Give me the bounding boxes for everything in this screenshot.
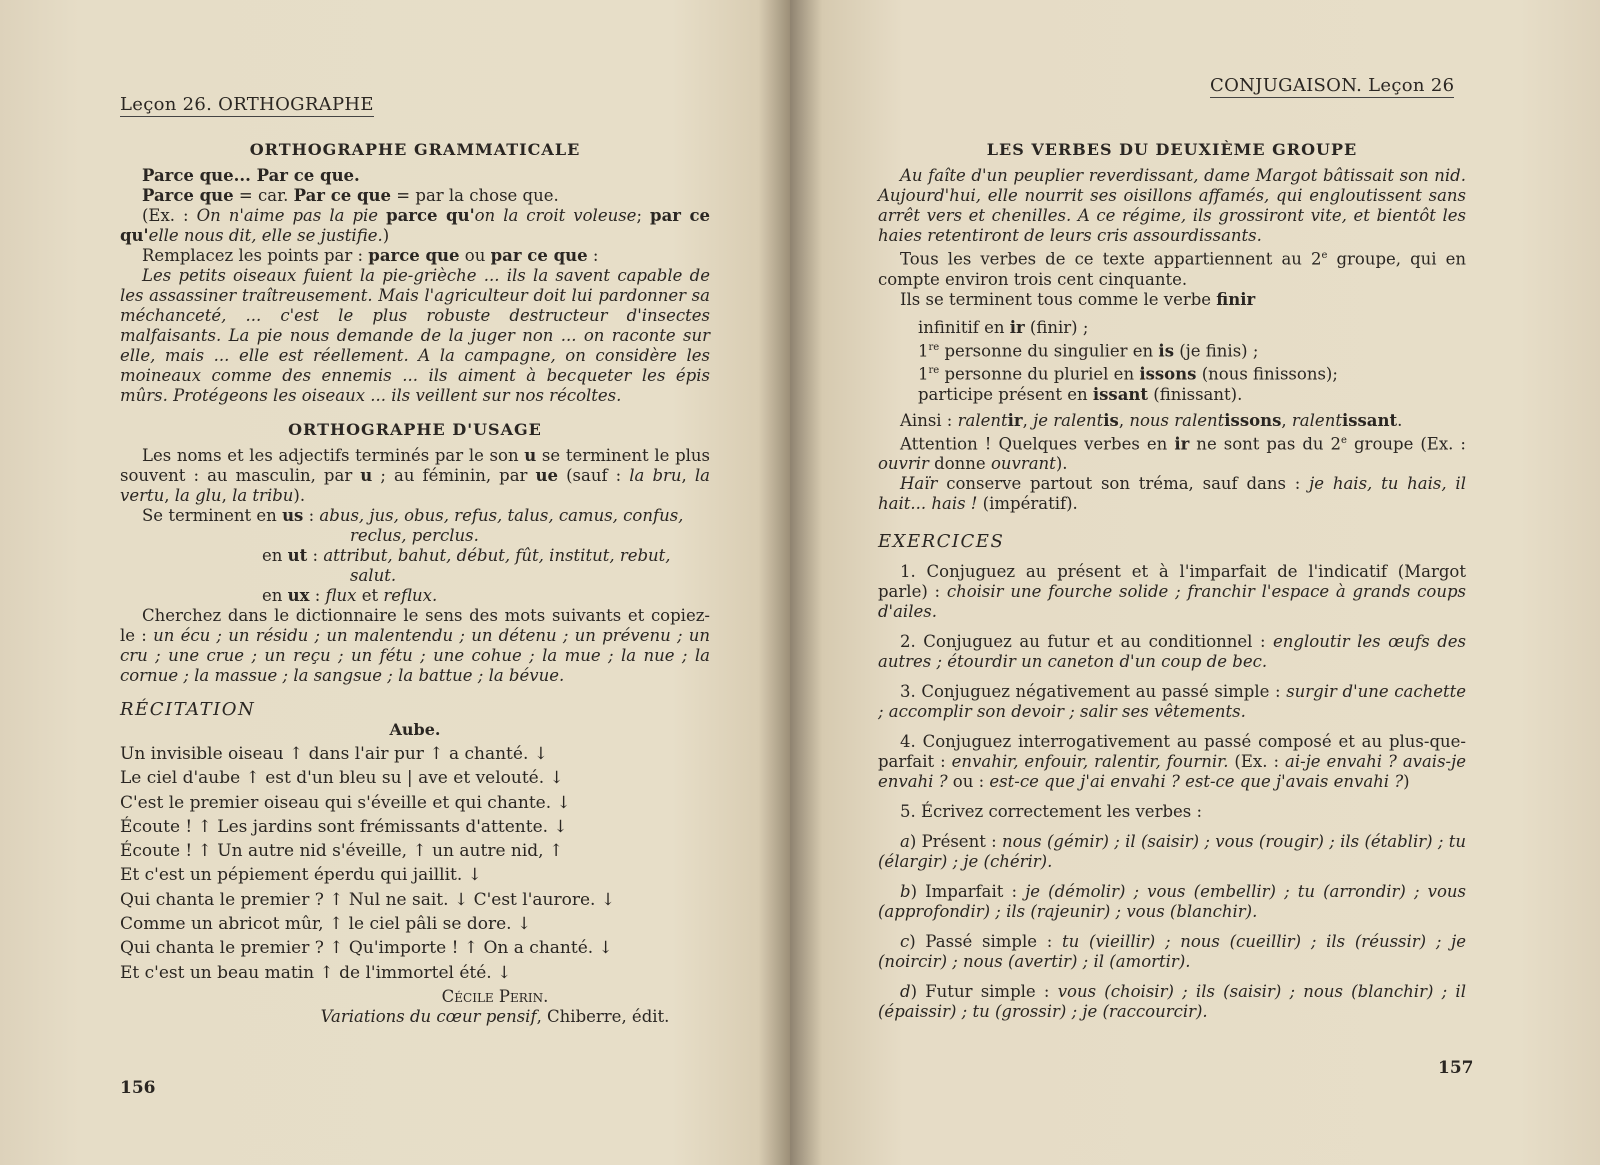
running-head-rule bbox=[1210, 97, 1454, 98]
bold-text: ir bbox=[1009, 317, 1025, 337]
poem-line: Et c'est un beau matin ↑ de l'immortel été. ↓ bbox=[120, 962, 512, 983]
page-number: 156 bbox=[120, 1078, 156, 1098]
superscript: e bbox=[1321, 250, 1328, 261]
text: donne bbox=[928, 454, 991, 473]
italic-text: choisir une fourche solide ; franchir l'espace à grands coups d'ailes. bbox=[878, 582, 1466, 621]
italic-text: vous (choisir) ; ils (saisir) ; nous (blanchir) ; il (épaissir) ; tu (grossir) ; je (raccourcir). bbox=[878, 982, 1466, 1021]
italic-text: ouvrant bbox=[990, 454, 1056, 473]
paragraph bbox=[120, 606, 710, 686]
poem-line: Un invisible oiseau ↑ dans l'air pur ↑ a chanté. ↓ bbox=[120, 744, 548, 764]
paragraph bbox=[878, 431, 1466, 475]
italic-text: salut. bbox=[350, 566, 397, 585]
text: groupe (Ex. : bbox=[1346, 434, 1466, 453]
section-body bbox=[120, 166, 710, 406]
bold-text: issons bbox=[1139, 364, 1197, 384]
text: en bbox=[262, 546, 288, 565]
text: ou : bbox=[947, 772, 990, 791]
text: groupe, qui en compte environ trois cent cinquante. bbox=[878, 249, 1466, 289]
poem-line: Le ciel d'aube ↑ est d'un bleu su | ave et velouté. ↓ bbox=[120, 768, 564, 789]
paragraph bbox=[120, 206, 710, 246]
text: , bbox=[164, 486, 175, 505]
section-body bbox=[878, 166, 1466, 514]
text: Les noms et les adjectifs terminés par le son bbox=[142, 446, 525, 465]
paragraph bbox=[878, 290, 1466, 310]
text: . bbox=[1397, 410, 1403, 430]
source-publisher: , Chiberre, édit. bbox=[536, 1006, 670, 1026]
paragraph bbox=[878, 802, 1466, 822]
page-number: 157 bbox=[1438, 1058, 1474, 1078]
paragraph bbox=[120, 506, 710, 526]
running-head-text: CONJUGAISON. Leçon 26 bbox=[1210, 75, 1455, 96]
superscript: re bbox=[928, 365, 940, 376]
text: ). bbox=[1055, 454, 1068, 473]
paragraph bbox=[878, 732, 1466, 792]
bold-text: par ce qu' bbox=[120, 206, 711, 245]
left-column bbox=[120, 140, 710, 1027]
italic-text: On n'aime pas la pie bbox=[196, 206, 387, 225]
text: (sauf : bbox=[558, 466, 630, 485]
italic-text: la vertu bbox=[120, 466, 710, 505]
paragraph bbox=[878, 932, 1466, 972]
bold-text: parce qu' bbox=[386, 206, 475, 225]
superscript: e bbox=[1341, 434, 1347, 446]
italic-text: je hais, tu hais, il hait... hais ! bbox=[878, 474, 1466, 513]
paragraph bbox=[878, 338, 1466, 362]
italic-text: a bbox=[900, 832, 910, 851]
italic-text: reflux. bbox=[383, 586, 438, 605]
italic-text: la glu bbox=[174, 486, 222, 505]
section-heading: EXERCICES bbox=[878, 531, 1005, 552]
italic-text: je (démolir) ; vous (embellir) ; tu (arrondir) ; vous (approfondir) ; ils (rajeunir) ; vous (blanchir). bbox=[878, 882, 1466, 921]
italic-text: Les petits oiseaux fuient la pie-grièche ... ils la savent capable de les assassiner traîtreusement. Mais l'agriculteur doit lui pardonner sa méchanceté, ... c'est le plus robuste destructeur d'insectes malfaisants. La pie nous demande de la juger non ... on raconte sur elle, mais ... elle est réellement. A la campagne, on considère les moineaux comme des ennemis ... ils aiment à becqueter les épis mûrs. Protégeons les oiseaux ... ils veillent sur nos récoltes. bbox=[120, 266, 710, 405]
italic-text: d bbox=[900, 982, 911, 1001]
paragraph bbox=[878, 632, 1466, 672]
italic-text: c bbox=[900, 932, 910, 951]
italic-text: ouvrir bbox=[878, 454, 929, 473]
text: (je finis) ; bbox=[1173, 341, 1259, 360]
text: conserve partout son tréma, sauf dans : bbox=[937, 474, 1310, 493]
bold-text: ir bbox=[1174, 434, 1190, 453]
poem-line: Et c'est un pépiement éperdu qui jaillit. ↓ bbox=[120, 865, 482, 886]
paragraph bbox=[120, 266, 710, 406]
text: 5. Écrivez correctement les verbes : bbox=[900, 802, 1203, 821]
paragraph bbox=[878, 318, 1466, 338]
running-head-left bbox=[120, 94, 374, 117]
bold-text: is bbox=[1158, 341, 1174, 360]
bold-text: Parce que bbox=[142, 186, 234, 205]
poem-title: Aube. bbox=[389, 720, 441, 739]
text: Ainsi : bbox=[900, 410, 958, 430]
bold-text: ue bbox=[535, 466, 559, 485]
recitation-heading: RÉCITATION bbox=[120, 699, 256, 720]
text: ne sont pas du 2 bbox=[1189, 434, 1342, 453]
paragraph bbox=[878, 562, 1466, 622]
paragraph bbox=[878, 385, 1466, 405]
bold-text: Parce que... Par ce que. bbox=[142, 166, 360, 185]
text: en bbox=[262, 586, 288, 605]
text: ). bbox=[293, 486, 306, 505]
bold-text: issant bbox=[1341, 410, 1398, 430]
poem-author: Cécile Perin. bbox=[441, 986, 549, 1006]
text: Se terminent en bbox=[142, 506, 283, 525]
running-head-right bbox=[1210, 75, 1454, 98]
bold-text: issant bbox=[1092, 384, 1149, 404]
text: : bbox=[303, 506, 320, 525]
poem-line: Écoute ! ↑ Un autre nid s'éveille, ↑ un autre nid, ↑ bbox=[120, 841, 564, 862]
italic-text: abus, jus, obus, refus, talus, camus, confus, bbox=[319, 506, 684, 525]
bold-text: parce que bbox=[368, 246, 460, 265]
paragraph bbox=[878, 246, 1466, 290]
text: ) Futur simple : bbox=[910, 982, 1058, 1001]
paragraph bbox=[120, 566, 710, 586]
right-column bbox=[878, 140, 1466, 1022]
italic-text: flux bbox=[325, 586, 357, 605]
bold-text: finir bbox=[1216, 289, 1256, 309]
text: , bbox=[1022, 410, 1034, 430]
bold-text: ut bbox=[287, 546, 308, 565]
bold-text: Par ce que bbox=[293, 186, 392, 205]
bold-text: ux bbox=[287, 586, 310, 605]
paragraph bbox=[878, 882, 1466, 922]
text: Ils se terminent tous comme le verbe bbox=[900, 289, 1217, 309]
italic-text: je ralent bbox=[1033, 410, 1104, 430]
italic-text: envahir, enfouir, ralentir, fournir. bbox=[951, 752, 1229, 771]
text: et bbox=[356, 586, 384, 605]
paragraph bbox=[120, 586, 710, 606]
bold-text: u bbox=[360, 466, 373, 485]
text: , bbox=[1118, 410, 1130, 430]
text: ) bbox=[382, 226, 390, 245]
text: ; au féminin, par bbox=[372, 466, 536, 485]
text: 4. Conjuguez interrogativement au passé composé et au plus-que-parfait : bbox=[878, 732, 1466, 771]
section-heading: LES VERBES DU DEUXIÈME GROUPE bbox=[986, 140, 1358, 159]
italic-text: la bru bbox=[629, 466, 682, 485]
poem-line: Qui chanta le premier ? ↑ Qu'importe ! ↑ On a chanté. ↓ bbox=[120, 938, 613, 959]
italic-text: un écu ; un résidu ; un malentendu ; un détenu ; un prévenu ; un cru ; une crue ; un reçu ; un fétu ; une cohue ; la mue ; la nue ; la cornue ; la massue ; la sangsue ; la battue ; la bévue. bbox=[120, 626, 710, 685]
italic-text: tu (vieillir) ; nous (cueillir) ; ils (réussir) ; je (noircir) ; nous (avertir) ; il (amortir). bbox=[878, 932, 1466, 971]
text: (finissant). bbox=[1148, 384, 1243, 404]
paragraph bbox=[120, 246, 710, 266]
italic-text: surgir d'une cachette ; accomplir son devoir ; salir ses vêtements. bbox=[878, 682, 1466, 721]
italic-text: b bbox=[900, 882, 911, 901]
paragraph bbox=[878, 832, 1466, 872]
text: : bbox=[587, 246, 599, 265]
text: = par la chose que. bbox=[391, 186, 559, 205]
left-page bbox=[0, 0, 790, 1165]
section-body bbox=[120, 446, 710, 686]
paragraph bbox=[878, 682, 1466, 722]
text: ) bbox=[1403, 772, 1410, 791]
text: , bbox=[221, 486, 233, 505]
running-head-rule bbox=[120, 116, 374, 117]
paragraph bbox=[878, 361, 1466, 385]
text: personne du pluriel en bbox=[939, 364, 1140, 384]
italic-text: ai-je envahi ? avais-je envahi ? bbox=[878, 752, 1467, 791]
poem-line: C'est le premier oiseau qui s'éveille et qui chante. ↓ bbox=[120, 792, 571, 813]
poem-line: Qui chanta le premier ? ↑ Nul ne sait. ↓ C'est l'aurore. ↓ bbox=[120, 889, 616, 910]
bold-text: ir bbox=[1007, 410, 1023, 430]
poem-line: Écoute ! ↑ Les jardins sont frémissants d'attente. ↓ bbox=[120, 816, 568, 837]
bold-text: is bbox=[1103, 410, 1119, 430]
superscript: re bbox=[928, 341, 940, 353]
italic-text: on la croit voleuse bbox=[474, 206, 637, 225]
paragraph bbox=[878, 474, 1466, 514]
bold-text: us bbox=[282, 506, 304, 525]
italic-text: est-ce que j'ai envahi ? est-ce que j'avais envahi ? bbox=[989, 772, 1404, 791]
paragraph bbox=[878, 166, 1466, 246]
poem-line: Comme un abricot mûr, ↑ le ciel pâli se dore. ↓ bbox=[120, 914, 532, 935]
italic-text: Au faîte d'un peuplier reverdissant, dame Margot bâtissait son nid. Aujourd'hui, elle nourrit ses oisillons affamés, qui engloutissent sans arrêt vers et chenilles. A ce régime, ils grossiront vite, et bientôt les haies retentiront de leurs cris assourdissants. bbox=[878, 166, 1466, 245]
text: Cherchez dans le dictionnaire le sens des mots suivants et copiez-le : bbox=[120, 606, 710, 645]
section-body bbox=[878, 562, 1466, 1022]
text: , bbox=[681, 466, 695, 485]
paragraph bbox=[878, 411, 1466, 431]
text: (Ex. : bbox=[1228, 752, 1285, 771]
text: ) Présent : bbox=[909, 832, 1002, 851]
text: (finir) ; bbox=[1024, 317, 1089, 337]
text: personne du singulier en bbox=[939, 341, 1159, 360]
italic-text: nous ralent bbox=[1129, 410, 1225, 430]
source-title: Variations du cœur pensif bbox=[320, 1006, 537, 1026]
bold-text: par ce que bbox=[490, 246, 588, 265]
text: infinitif en bbox=[918, 317, 1010, 337]
text: : bbox=[307, 546, 324, 565]
paragraph bbox=[120, 186, 710, 206]
text: (impératif). bbox=[977, 494, 1078, 513]
text: 1 bbox=[918, 364, 929, 384]
italic-text: la tribu bbox=[232, 486, 294, 505]
text: ) Passé simple : bbox=[909, 932, 1063, 951]
text: Tous les verbes de ce texte appartiennent au 2 bbox=[900, 249, 1322, 269]
text: Remplacez les points par : bbox=[142, 246, 369, 265]
text: participe présent en bbox=[918, 384, 1093, 404]
text: ; bbox=[636, 206, 651, 225]
paragraph bbox=[878, 982, 1466, 1022]
text: 1 bbox=[918, 341, 929, 360]
poem-source bbox=[120, 1007, 710, 1027]
text: ) Imparfait : bbox=[910, 882, 1026, 901]
paragraph bbox=[120, 446, 710, 506]
section-heading: ORTHOGRAPHE GRAMMATICALE bbox=[249, 140, 581, 159]
italic-text: ralent bbox=[1291, 410, 1342, 430]
text: : bbox=[309, 586, 326, 605]
text: , bbox=[1281, 410, 1292, 430]
italic-text: nous (gémir) ; il (saisir) ; vous (rougir) ; ils (établir) ; tu (élargir) ; je (chérir). bbox=[878, 832, 1466, 871]
text: se terminent le plus souvent : au masculin, par bbox=[120, 446, 710, 485]
bold-text: u bbox=[524, 446, 537, 465]
italic-text: attribut, bahut, début, fût, institut, rebut, bbox=[323, 546, 671, 565]
right-page bbox=[790, 0, 1600, 1165]
italic-text: reclus, perclus. bbox=[350, 526, 479, 545]
paragraph bbox=[120, 546, 710, 566]
bold-text: issons bbox=[1224, 410, 1282, 430]
text: 1. Conjuguez au présent et à l'imparfait de l'indicatif (Margot parle) : bbox=[878, 562, 1466, 601]
italic-text: ralent bbox=[957, 410, 1008, 430]
text: (Ex. : bbox=[142, 206, 197, 225]
text: (nous finissons); bbox=[1196, 364, 1338, 384]
paragraph bbox=[120, 166, 710, 186]
text: = car. bbox=[233, 186, 294, 205]
text: 2. Conjuguez au futur et au conditionnel : bbox=[900, 632, 1274, 651]
text: 3. Conjuguez négativement au passé simple : bbox=[900, 682, 1287, 701]
italic-text: elle nous dit, elle se justifie. bbox=[148, 226, 383, 245]
section-heading: ORTHOGRAPHE D'USAGE bbox=[288, 420, 542, 439]
poem bbox=[120, 742, 710, 985]
running-head-text: Leçon 26. ORTHOGRAPHE bbox=[120, 94, 374, 115]
text: ou bbox=[459, 246, 491, 265]
text: Attention ! Quelques verbes en bbox=[900, 434, 1175, 453]
paragraph bbox=[120, 526, 710, 546]
italic-text: Haïr bbox=[900, 474, 938, 493]
italic-text: engloutir les œufs des autres ; étourdir un caneton d'un coup de bec. bbox=[878, 632, 1466, 671]
